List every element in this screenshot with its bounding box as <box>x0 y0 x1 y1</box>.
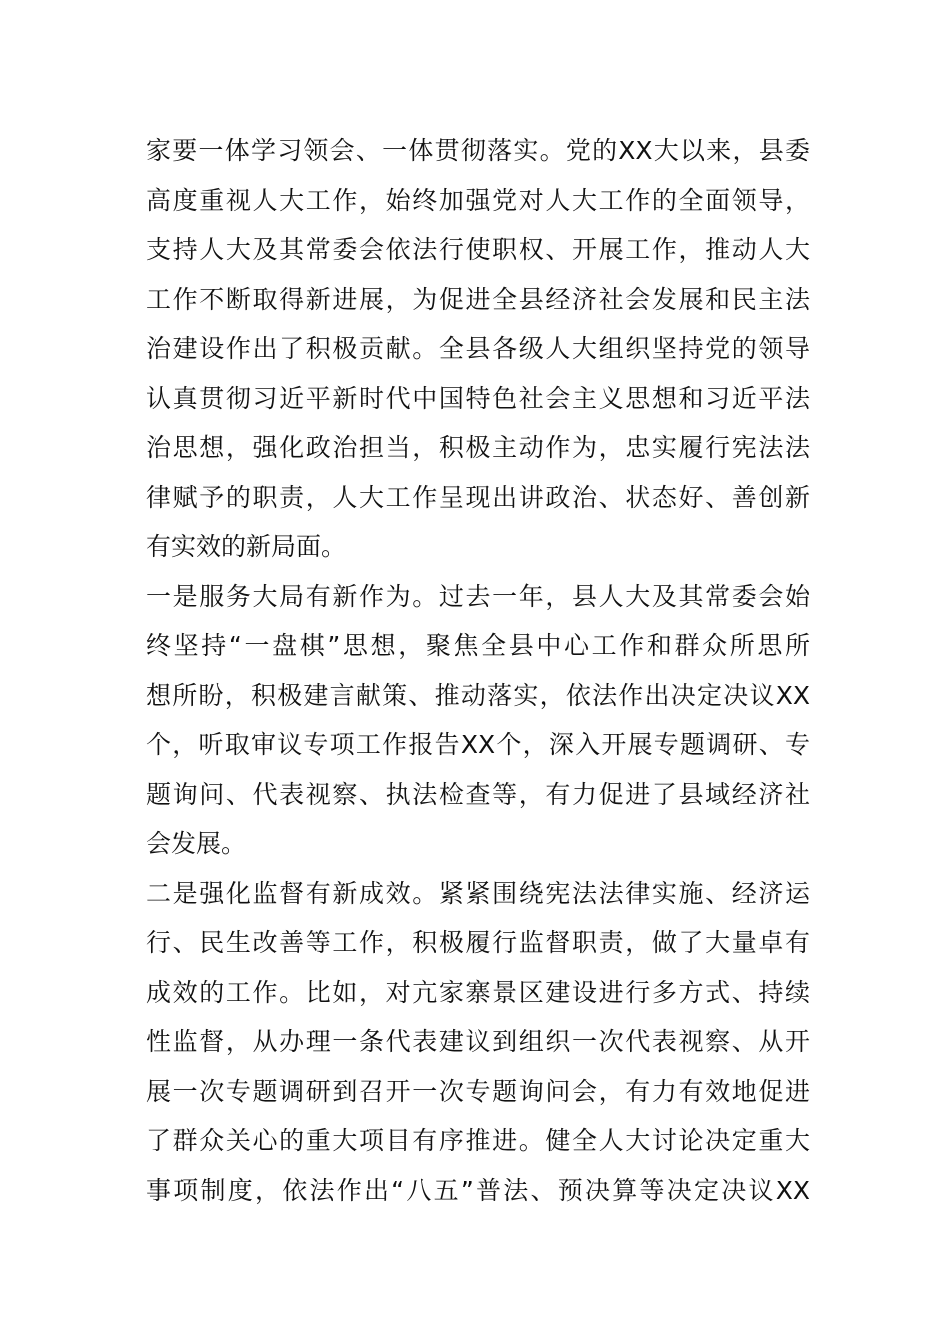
text-line: 有实效的新局面。 <box>146 532 347 561</box>
text-line: 家要一体学习领会、一体贯彻落实。党的XX大以来，县委 <box>146 136 810 165</box>
text-line: 事项制度，依法作出“八五”普法、预决算等决定决议XX <box>146 1175 810 1205</box>
text-line: 成效的工作。比如，对亢家寨景区建设进行多方式、持续 <box>146 977 810 1007</box>
text-line: 二是强化监督有新成效。紧紧围绕宪法法律实施、经济运 <box>146 878 810 908</box>
text-line: 一是服务大局有新作为。过去一年，县人大及其常委会始 <box>146 581 810 611</box>
paragraph-intro <box>146 126 810 572</box>
text-line: 想所盼，积极建言献策、推动落实，依法作出决定决议XX <box>146 680 810 710</box>
document-body <box>146 126 810 1215</box>
text-line: 治建设作出了积极贡献。全县各级人大组织坚持党的领导 <box>146 334 810 363</box>
paragraph-supervision <box>146 869 810 1216</box>
text-line: 题询问、代表视察、执法检查等，有力促进了县域经济社 <box>146 779 810 809</box>
text-line: 个，听取审议专项工作报告XX个，深入开展专题调研、专 <box>146 730 810 759</box>
text-line: 会发展。 <box>146 829 247 858</box>
text-line: 高度重视人大工作，始终加强党对人大工作的全面领导， <box>146 185 810 215</box>
text-line: 工作不断取得新进展，为促进全县经济社会发展和民主法 <box>146 284 810 314</box>
text-line: 性监督，从办理一条代表建议到组织一次代表视察、从开 <box>146 1027 810 1056</box>
text-line: 治思想，强化政治担当，积极主动作为，忠实履行宪法法 <box>146 433 810 462</box>
text-line: 行、民生改善等工作，积极履行监督职责，做了大量卓有 <box>146 928 810 957</box>
text-line: 支持人大及其常委会依法行使职权、开展工作，推动人大 <box>146 235 810 264</box>
text-line: 了群众关心的重大项目有序推进。健全人大讨论决定重大 <box>146 1126 810 1155</box>
text-line: 展一次专题调研到召开一次专题询问会，有力有效地促进 <box>146 1076 810 1106</box>
text-line: 认真贯彻习近平新时代中国特色社会主义思想和习近平法 <box>146 383 810 413</box>
text-line: 终坚持“一盘棋”思想，聚焦全县中心工作和群众所思所 <box>146 631 810 660</box>
text-line: 律赋予的职责，人大工作呈现出讲政治、状态好、善创新 <box>146 482 810 512</box>
paragraph-service <box>146 572 810 869</box>
